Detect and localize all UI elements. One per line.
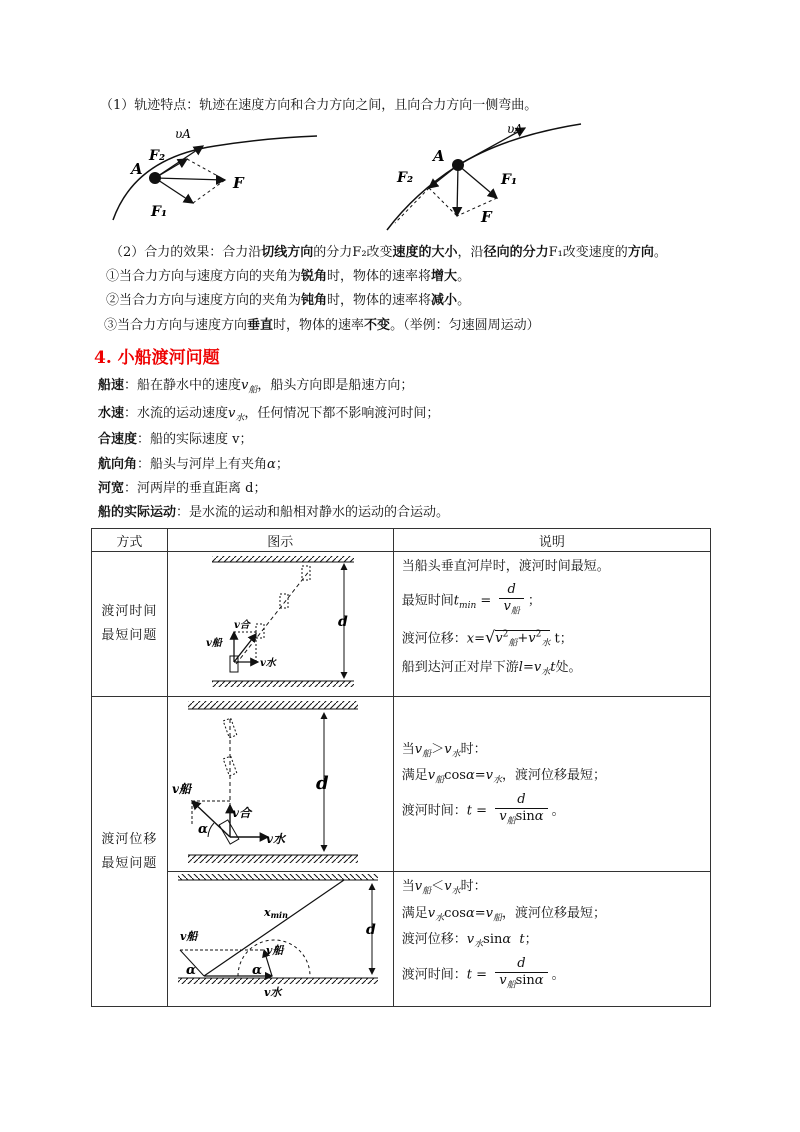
row3-alpha-left-label: α (185, 963, 196, 978)
river-crossing-table (91, 528, 711, 1007)
row1-vchuan-label: v船 (205, 638, 222, 649)
header-description: 说明 (393, 529, 710, 552)
acute-angle-text: ①当合力方向与速度方向的夹角为锐角时，物体的速率将增大。 (106, 269, 471, 284)
row2-description: 当$v_船>v_水$时： 满足$v_船\cos\alpha=v_水$，渡河位移最短； 渡河时间：t = $\frac{d}{v_船\sin\alpha}$ 。 (393, 697, 710, 872)
row1-mode: 渡河时间 最短问题 (92, 552, 168, 697)
perpendicular-text: ③当合力方向与速度方向垂直时，物体的速率不变。（举例：匀速圆周运动） (104, 318, 540, 333)
f-label-right: F (481, 208, 492, 226)
va-label-left: υA (175, 127, 191, 141)
a-label-left: A (131, 160, 143, 178)
def-river-width: 河宽：河两岸的垂直距离 d； (98, 481, 267, 496)
row3-xmin-label: xmin (263, 906, 288, 920)
row2-vhe-label: v合 (231, 806, 251, 820)
trajectory-feature-text: （1）轨迹特点：轨迹在速度方向和合力方向之间，且向合力方向一侧弯曲。 (100, 98, 538, 113)
row3-d-label: d (365, 922, 376, 938)
header-figure: 图示 (167, 529, 393, 552)
row1-description: 当船头垂直河岸时，渡河时间最短。 最短时间$t_{min}$ = $\frac{d}{v_船}$ ； 渡河位移：$x=√v^2_船+v^2_水$ t； 船到达河正对岸下游$l=v_水t$处。 (393, 552, 710, 697)
row3-vchuan-right-label: v船 (265, 944, 284, 957)
f2-label-right: F₂ (397, 170, 414, 186)
def-resultant-speed: 合速度：船的实际速度 v； (98, 432, 253, 447)
row3-vchuan-left-label: v船 (179, 930, 198, 943)
row2-alpha-label: α (197, 822, 208, 837)
force-diagram-right (385, 118, 585, 233)
def-water-speed: 水速：水流的运动速度$v_水$，任何情况下都不影响渡河时间； (98, 406, 440, 424)
shortest-time-diagram (168, 552, 392, 692)
row3-alpha-right-label: α (251, 963, 262, 978)
shortest-displacement-diagram-b (168, 872, 392, 1002)
f1-label-left: F₁ (151, 204, 168, 220)
row1-vshui-label: v水 (259, 658, 276, 669)
force-diagram-left (105, 118, 325, 228)
va-label-right: υA (507, 122, 523, 136)
resultant-effect-text: （2）合力的效果：合力沿切线方向的分力F₂改变速度的大小，沿径向的分力F₁改变速度的方向。 (110, 245, 667, 260)
section-title: 4. 小船渡河问题 (94, 348, 220, 368)
shortest-displacement-diagram-a (168, 697, 392, 867)
row2-mode: 渡河位移 最短问题 (92, 697, 168, 1007)
def-actual-motion: 船的实际运动：是水流的运动和船相对静水的运动的合运动。 (98, 505, 450, 520)
row2-figure-cell (167, 697, 393, 872)
row2-vchuan-label: v船 (171, 782, 191, 796)
a-label-right: A (433, 147, 445, 165)
def-boat-speed: 船速：船在静水中的速度$v_船$，船头方向即是船速方向； (98, 378, 414, 396)
f-label-left: F (233, 174, 244, 192)
def-heading-angle: 航向角：船头与河岸上有夹角α； (98, 457, 289, 472)
header-mode: 方式 (92, 529, 168, 552)
row1-vhe-label: v合 (233, 620, 250, 631)
row3-vshui-label: v水 (263, 986, 282, 999)
f2-label-left: F₂ (149, 148, 166, 164)
row2-d-label: d (315, 773, 329, 794)
row1-figure-cell (167, 552, 393, 697)
row2-vshui-label: v水 (265, 832, 285, 846)
row3-figure-cell (167, 872, 393, 1007)
row1-d-label: d (337, 614, 348, 630)
row3-description: 当$v_船<v_水$时： 满足$v_水\cos\alpha=v_船$，渡河位移最短； 渡河位移：$v_水\sin\alpha$ t； 渡河时间：t = $\frac{d}{v_船\sin\alpha}$ 。 (393, 872, 710, 1007)
f1-label-right: F₁ (501, 172, 518, 188)
obtuse-angle-text: ②当合力方向与速度方向的夹角为钝角时，物体的速率将减小。 (106, 293, 471, 308)
